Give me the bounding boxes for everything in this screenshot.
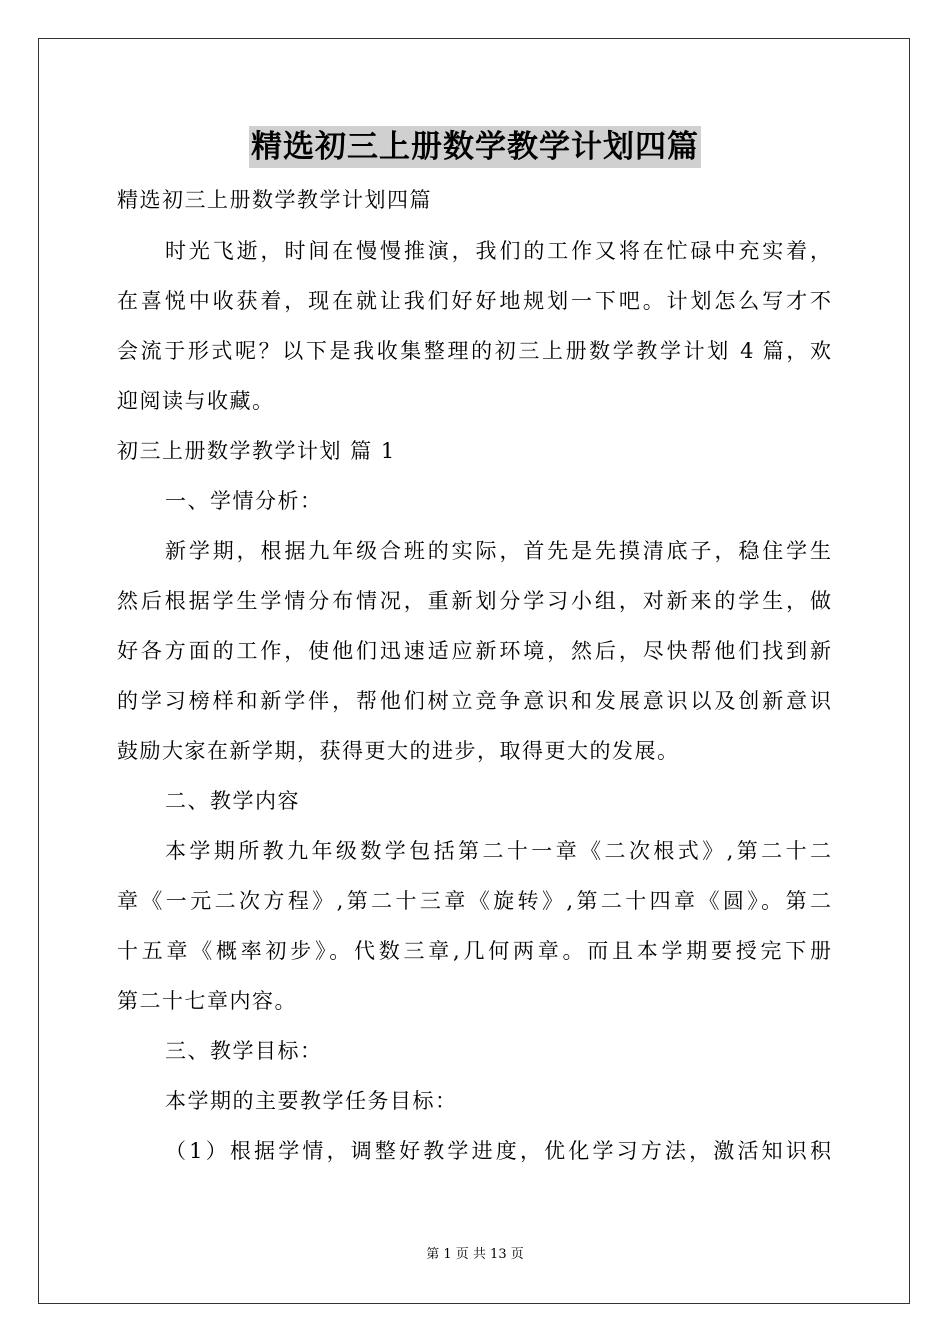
- paragraph-line: 迎阅读与收藏。: [117, 389, 275, 413]
- document-title: 精选初三上册数学教学计划四篇: [249, 126, 701, 168]
- paragraph-line: 新学期，根据九年级合班的实际，首先是先摸清底子，稳住学生: [165, 539, 831, 563]
- paragraph-line: 然后根据学生学情分布情况，重新划分学习小组，对新来的学生，做: [117, 589, 831, 613]
- paragraph-line: 时光飞逝，时间在慢慢推演，我们的工作又将在忙碌中充实着，: [165, 239, 831, 263]
- subsection-heading: 一、学情分析：: [165, 489, 323, 513]
- section-heading: 初三上册数学教学计划 篇 1: [117, 439, 396, 463]
- page-footer: 第 1 页 共 13 页: [426, 1247, 524, 1262]
- paragraph-line: 十五章《概率初步》。代数三章,几何两章。而且本学期要授完下册: [117, 939, 831, 963]
- paragraph-line: 本学期所教九年级数学包括第二十一章《二次根式》,第二十二: [165, 839, 831, 863]
- paragraph-line: 章《一元二次方程》,第二十三章《旋转》,第二十四章《圆》。第二: [117, 889, 831, 913]
- paragraph-line: （1）根据学情，调整好教学进度，优化学习方法，激活知识积: [165, 1139, 831, 1163]
- paragraph-line: 好各方面的工作，使他们迅速适应新环境，然后，尽快帮他们找到新: [117, 639, 831, 663]
- paragraph-line: 会流于形式呢？以下是我收集整理的初三上册数学教学计划 4 篇，欢: [117, 339, 831, 363]
- subsection-heading: 二、教学内容: [165, 789, 300, 813]
- paragraph-line: 的学习榜样和新学伴，帮他们树立竞争意识和发展意识以及创新意识: [117, 689, 831, 713]
- paragraph-line: 本学期的主要教学任务目标：: [165, 1089, 458, 1113]
- paragraph-line: 第二十七章内容。: [117, 989, 297, 1013]
- subtitle-line: 精选初三上册数学教学计划四篇: [117, 188, 432, 212]
- paragraph-line: 鼓励大家在新学期，获得更大的进步，取得更大的发展。: [117, 739, 680, 763]
- paragraph-line: 在喜悦中收获着，现在就让我们好好地规划一下吧。计划怎么写才不: [117, 289, 831, 313]
- title-container: [0, 126, 950, 168]
- subsection-heading: 三、教学目标：: [165, 1039, 323, 1063]
